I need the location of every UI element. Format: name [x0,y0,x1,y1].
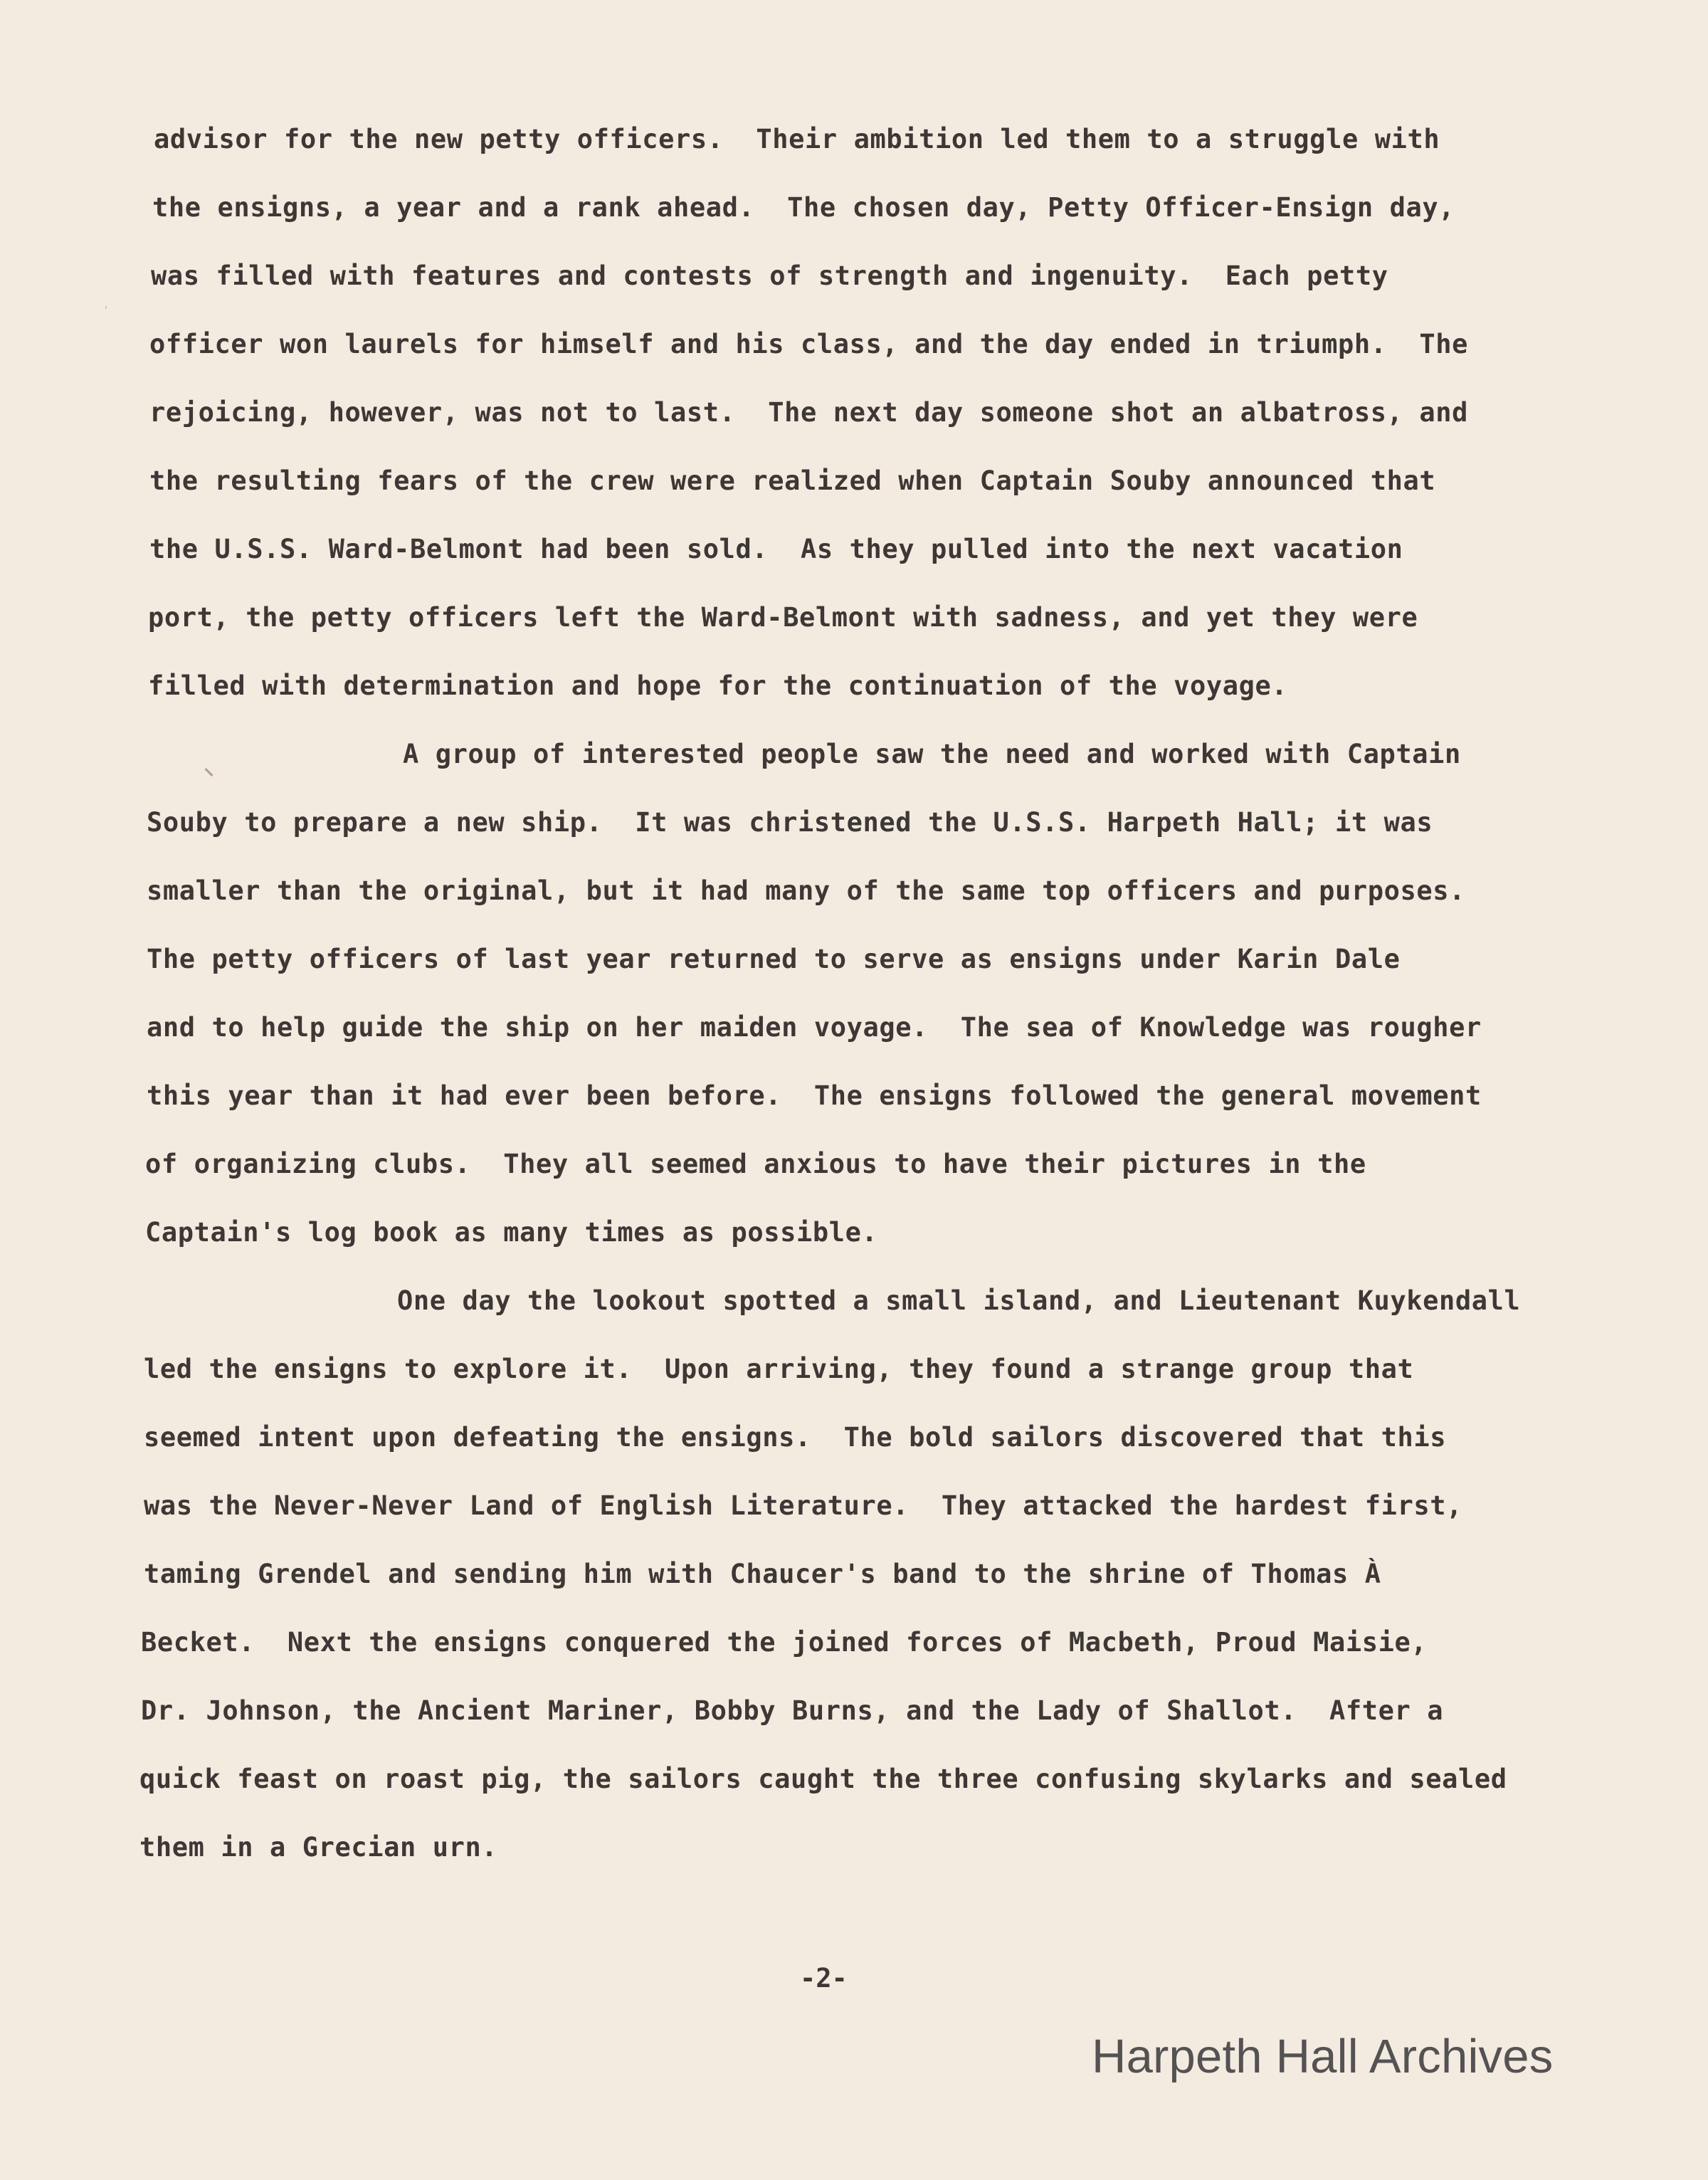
archive-watermark: Harpeth Hall Archives [1092,2030,1554,2083]
text-line: advisor for the new petty officers. Their ambition led them to a struggle with [154,124,1440,154]
text-line: Dr. Johnson, the Ancient Mariner, Bobby Burns, and the Lady of Shallot. After a [141,1695,1444,1726]
text-line: smaller than the original, but it had many of the same top officers and purposes. [147,875,1465,906]
text-line: taming Grendel and sending him with Chaucer's band to the shrine of Thomas À [144,1559,1381,1589]
text-line: Becket. Next the ensigns conquered the joined forces of Macbeth, Proud Maisie, [141,1627,1428,1658]
text-line: of organizing clubs. They all seemed anxious to have their pictures in the [145,1149,1366,1179]
text-line: Souby to prepare a new ship. It was christened the U.S.S. Harpeth Hall; it was [147,807,1433,838]
text-line: the ensigns, a year and a rank ahead. The chosen day, Petty Officer-Ensign day, [152,192,1455,223]
page-number: -2- [800,1963,848,1994]
text-line: quick feast on roast pig, the sailors caught the three confusing skylarks and sealed [139,1764,1507,1794]
text-line: was the Never-Never Land of English Literature. They attacked the hardest first, [144,1490,1462,1521]
text-line: rejoicing, however, was not to last. The next day someone shot an albatross, and [149,397,1468,428]
text-line: port, the petty officers left the Ward-Belmont with sadness, and yet they were [148,602,1418,633]
text-line: One day the lookout spotted a small island, and Lieutenant Kuykendall [397,1285,1521,1316]
text-line: was filled with features and contests of strength and ingenuity. Each petty [151,260,1388,291]
text-line: seemed intent upon defeating the ensigns. The bold sailors discovered that this [144,1422,1447,1453]
text-line: officer won laurels for himself and his class, and the day ended in triumph. The [149,329,1468,359]
paper-mark [105,306,107,309]
text-line: Captain's log book as many times as possible. [145,1217,878,1248]
text-line: this year than it had ever been before. The ensigns followed the general movement [147,1080,1482,1111]
text-line: filled with determination and hope for the continuation of the voyage. [148,670,1288,701]
text-line: The petty officers of last year returned to serve as ensigns under Karin Dale [147,944,1401,974]
text-line: and to help guide the ship on her maiden voyage. The sea of Knowledge was rougher [147,1012,1482,1043]
text-line: them in a Grecian urn. [139,1832,498,1863]
text-line: led the ensigns to explore it. Upon arriving, they found a strange group that [144,1354,1414,1384]
text-line: the U.S.S. Ward-Belmont had been sold. As they pulled into the next vacation [149,534,1403,564]
text-line: A group of interested people saw the need and worked with Captain [403,739,1461,769]
text-line: the resulting fears of the crew were realized when Captain Souby announced that [149,465,1436,496]
